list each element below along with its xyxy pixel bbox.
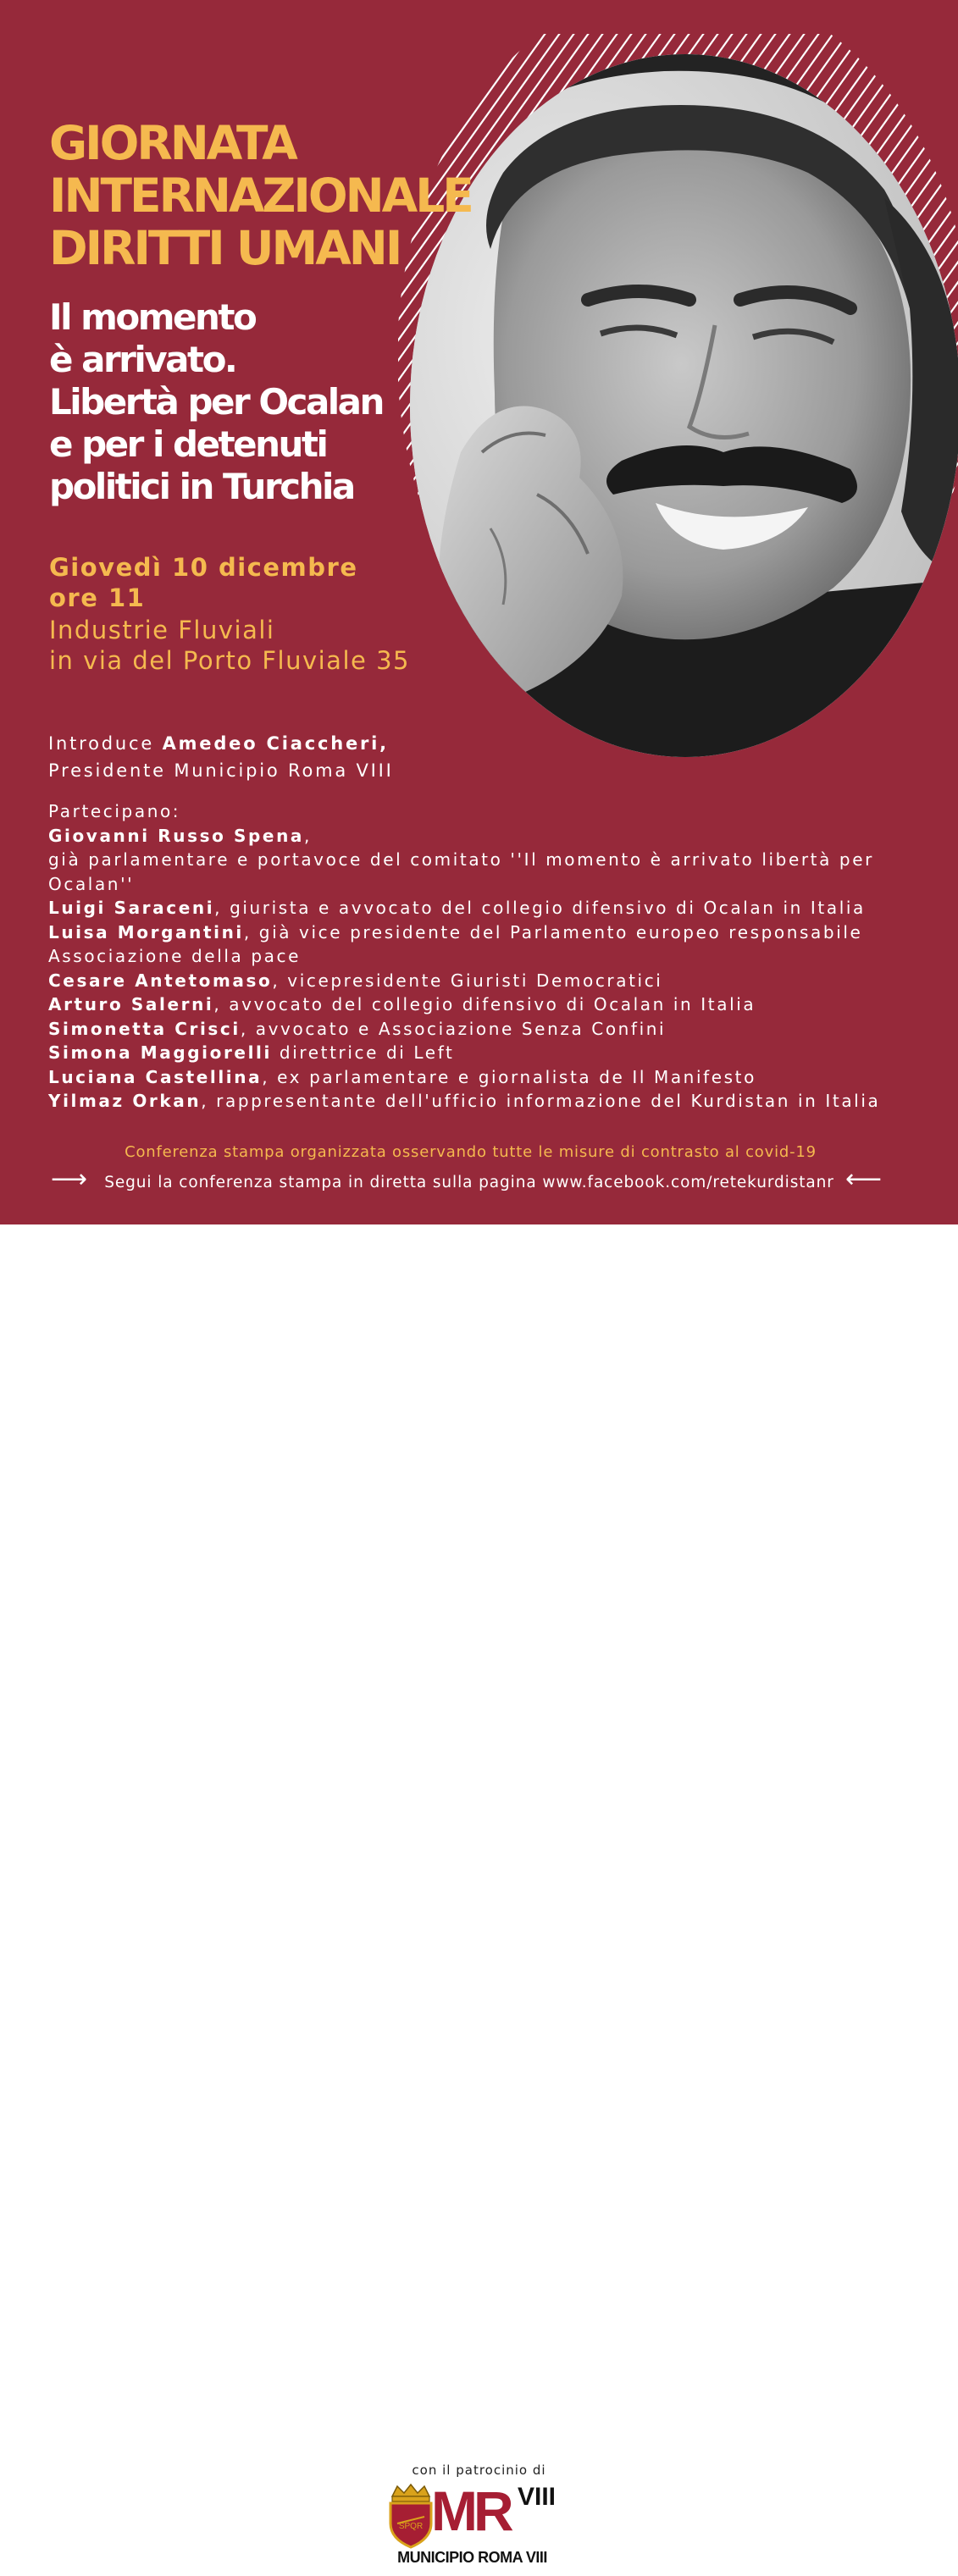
rome-shield-icon <box>385 2481 436 2549</box>
participant-desc: , avvocato del collegio difensivo di Ocalan in Italia <box>213 994 756 1014</box>
event-location <box>49 615 410 676</box>
municipio-logo <box>385 2481 580 2576</box>
participant-name: Cesare Antetomaso <box>48 970 273 991</box>
participant-desc: Associazione della pace <box>48 946 301 966</box>
participant-name: Luciana Castellina <box>48 1066 263 1087</box>
logo-text: MUNICIPIO ROMA VIII <box>397 2549 547 2566</box>
subtitle-line: Il momento <box>49 296 256 338</box>
participant-item <box>48 824 946 849</box>
participant-desc: direttrice di Left <box>271 1042 455 1063</box>
poster <box>0 0 958 1224</box>
participant-item <box>48 1065 946 1090</box>
participant-name: Simona Maggiorelli <box>48 1042 272 1063</box>
arrow-right-icon: ⟶ <box>51 1164 88 1194</box>
participant-name: Luisa Morgantini <box>48 921 244 943</box>
participant-name: Yilmaz Orkan <box>48 1091 202 1111</box>
participant-item <box>48 920 946 945</box>
covid-note: Conferenza stampa organizzata osservando tutte le misure di contrasto al covid-19 <box>125 1143 817 1161</box>
footer <box>0 1224 958 2566</box>
intro-section <box>48 730 394 784</box>
follow-link[interactable]: Segui la conferenza stampa in diretta sulla pagina www.facebook.com/retekurdistanr <box>104 1174 834 1191</box>
participant-desc: , già vice presidente del Parlamento europeo responsabile <box>243 921 863 943</box>
participant-desc: , vicepresidente Giuristi Democratici <box>272 970 663 991</box>
participant-name: Arturo Salerni <box>48 994 214 1014</box>
event-title <box>49 117 472 274</box>
shield-text: SPQR <box>398 2522 424 2531</box>
subtitle-line: politici in Turchia <box>49 466 354 507</box>
participants-heading: Partecipano: <box>48 801 181 821</box>
title-line: INTERNAZIONALE <box>49 169 472 223</box>
intro-speaker-name: Amedeo Ciaccheri, <box>162 733 389 754</box>
participant-item <box>48 1041 946 1065</box>
logo-viii: VIII <box>518 2483 557 2511</box>
arrow-left-icon: ⟵ <box>845 1164 883 1194</box>
participant-name: Giovanni Russo Spena <box>48 825 305 846</box>
participant-item <box>48 944 946 969</box>
participant-name: Luigi Saraceni <box>48 898 215 918</box>
subtitle-line: e per i detenuti <box>49 423 327 465</box>
intro-speaker-role: Presidente Municipio Roma VIII <box>48 760 394 781</box>
participant-item <box>48 1089 946 1114</box>
subtitle-line: Libertà per Ocalan <box>49 381 383 423</box>
patronage-label: con il patrocinio di <box>412 2463 546 2478</box>
event-date: Giovedì 10 dicembre <box>49 553 358 582</box>
participant-name: Simonetta Crisci <box>48 1018 241 1039</box>
event-address: in via del Porto Fluviale 35 <box>49 646 410 675</box>
title-line: GIORNATA <box>49 116 296 170</box>
participant-desc: , avvocato e Associazione Senza Confini <box>240 1018 667 1039</box>
subtitle-line: è arrivato. <box>49 339 236 380</box>
participant-desc: , <box>304 825 312 846</box>
event-time: ore 11 <box>49 583 146 612</box>
participants-section <box>48 799 946 1114</box>
event-venue: Industrie Fluviali <box>49 616 275 644</box>
participant-item <box>48 969 946 993</box>
participant-desc: , giurista e avvocato del collegio difensivo di Ocalan in Italia <box>214 898 866 918</box>
intro-lead: Introduce <box>48 733 155 754</box>
event-datetime <box>49 552 358 613</box>
title-line: DIRITTI UMANI <box>49 221 401 275</box>
participant-item <box>48 992 946 1017</box>
participant-desc: , ex parlamentare e giornalista de Il Manifesto <box>262 1066 756 1087</box>
participant-desc: , rappresentante dell'ufficio informazione del Kurdistan in Italia <box>201 1091 881 1111</box>
portrait-photo <box>410 54 958 757</box>
participant-desc: già parlamentare e portavoce del comitato ''Il momento è arrivato libertà per Ocalan'' <box>48 849 874 894</box>
participant-item <box>48 896 946 920</box>
participant-item <box>48 848 946 896</box>
logo-mr: MR <box>431 2479 510 2542</box>
event-subtitle <box>49 296 383 508</box>
participant-item <box>48 1017 946 1042</box>
